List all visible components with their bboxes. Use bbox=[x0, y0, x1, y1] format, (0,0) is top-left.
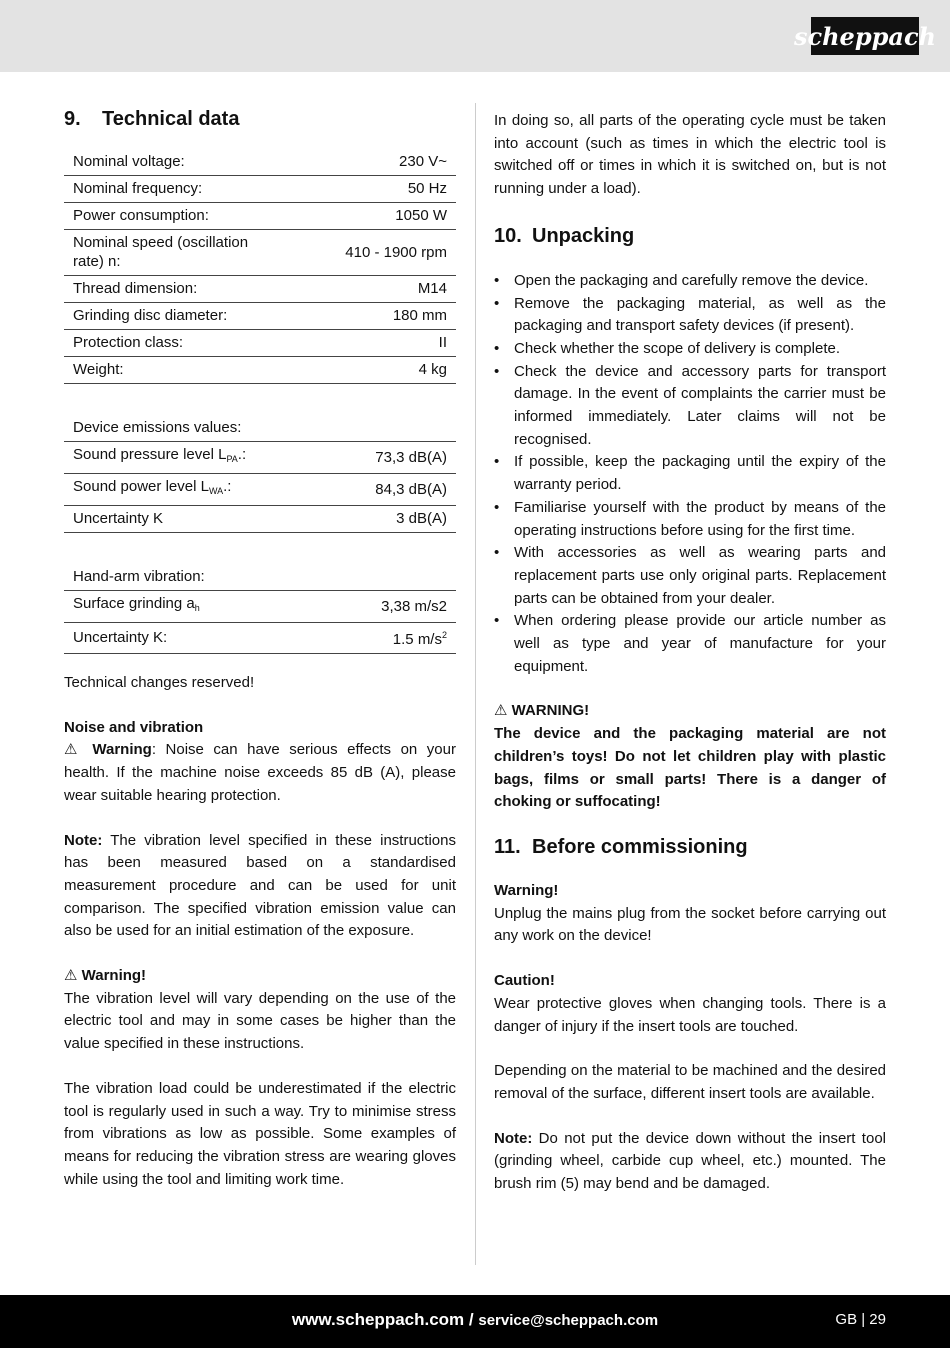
footer-bar bbox=[0, 1295, 950, 1348]
list-item: • With accessories as well as wearing parts and replacement parts use only original parts. Replacement parts can be obtained from your dealer. bbox=[494, 542, 886, 610]
vibration-title: Hand-arm vibration: bbox=[64, 564, 456, 591]
table-row bbox=[64, 415, 456, 442]
spec-label: Protection class: bbox=[64, 330, 292, 357]
children-warning: The device and the packaging material are not children’s toys! Do not let children play with plastic bags, films or small parts! There is a danger of choking or suffocating! bbox=[494, 725, 886, 811]
header-bar bbox=[0, 0, 950, 72]
spec-value: 410 - 1900 rpm bbox=[292, 230, 456, 276]
footer-links bbox=[0, 1310, 950, 1330]
section-9-heading bbox=[64, 106, 456, 132]
warning-icon: ⚠ bbox=[494, 702, 508, 720]
section-title: Before commissioning bbox=[532, 835, 748, 858]
unpacking-list bbox=[494, 270, 886, 679]
note-paragraph: Note: The vibration level specified in these instructions has been measured based on a standardised measurement procedure and can be used for unit comparison. The specified vibration emission value can also be used for an initial estimation of the exposure. bbox=[64, 831, 456, 940]
noise-heading: Noise and vibration bbox=[64, 718, 204, 736]
list-item: • If possible, keep the packaging until the expiry of the warranty period. bbox=[494, 451, 886, 496]
emission-value: 73,3 dB(A) bbox=[331, 442, 456, 474]
page-number: GB | 29 bbox=[835, 1311, 886, 1328]
spec-label: Weight: bbox=[64, 357, 292, 384]
spec-value: 1050 W bbox=[292, 203, 456, 230]
emission-label: Sound power level $L_{WA}$.: bbox=[64, 474, 331, 506]
table-row bbox=[64, 442, 456, 474]
emissions-table bbox=[64, 415, 456, 533]
table-row bbox=[64, 623, 456, 654]
emission-value: 84,3 dB(A) bbox=[331, 474, 456, 506]
vibration-load-paragraph: The vibration load could be underestimated if the electric tool is regularly used in such a way. Try to minimise stress from vibrations as low as possible. Some examples of means for reducing the vibration stress are wearing gloves while using the tool and limiting work time. bbox=[64, 1079, 456, 1188]
table-row bbox=[64, 591, 456, 623]
specs-table bbox=[64, 149, 456, 384]
emission-label: Uncertainty K bbox=[64, 506, 331, 533]
table-row bbox=[64, 357, 456, 384]
list-item: • Check whether the scope of delivery is complete. bbox=[494, 338, 886, 361]
table-row bbox=[64, 474, 456, 506]
vibration-value: 1.5 $m/s^2$ bbox=[312, 623, 456, 654]
table-row bbox=[64, 203, 456, 230]
unplug-warning: Unplug the mains plug from the socket before carrying out any work on the device! bbox=[494, 904, 886, 945]
vibration-value: 3,38 m/s2 bbox=[312, 591, 456, 623]
vibration-label: Surface grinding $a_h$ bbox=[64, 591, 312, 623]
spec-label: Nominal voltage: bbox=[64, 149, 292, 176]
vibration-label: Uncertainty K: bbox=[64, 623, 312, 654]
list-item: • Remove the packaging material, as well as the packaging and transport safety devices (if present). bbox=[494, 293, 886, 338]
spec-value: 180 mm bbox=[292, 303, 456, 330]
section-title: Technical data bbox=[102, 108, 240, 130]
table-row bbox=[64, 230, 456, 276]
section-title: Unpacking bbox=[532, 224, 635, 247]
table-row bbox=[64, 149, 456, 176]
website-link[interactable]: www.scheppach.com / bbox=[291, 1310, 474, 1329]
left-column bbox=[64, 100, 456, 1191]
table-row bbox=[64, 330, 456, 357]
spec-value: 4 kg bbox=[292, 357, 456, 384]
caution-heading: Caution! bbox=[494, 972, 555, 990]
spec-label: Nominal frequency: bbox=[64, 176, 292, 203]
tech-changes-note: Technical changes reserved! bbox=[64, 674, 255, 691]
note-paragraph: Note: Do not put the device down without the insert tool (grinding wheel, carbide cup wheel, etc.) mounted. The brush rim (5) may bend and be damaged. bbox=[494, 1129, 886, 1193]
table-row bbox=[64, 276, 456, 303]
section-number: 11. bbox=[494, 835, 521, 858]
email-link[interactable]: service@scheppach.com bbox=[478, 1312, 659, 1329]
section-number: 10. bbox=[494, 224, 522, 247]
spec-label: Power consumption: bbox=[64, 203, 292, 230]
spec-value: M14 bbox=[292, 276, 456, 303]
right-column bbox=[494, 110, 886, 1196]
warning-heading: Warning! bbox=[494, 881, 559, 899]
emissions-title: Device emissions values: bbox=[64, 415, 456, 442]
noise-warning: ⚠ Warning: Noise can have serious effects on your health. If the machine noise exceeds 85 dB (A), please wear suitable hearing protection. bbox=[64, 741, 456, 804]
warning-heading: ⚠ Warning! bbox=[64, 967, 147, 985]
insert-tools-paragraph: Depending on the material to be machined and the desired removal of the surface, different insert tools are available. bbox=[494, 1062, 886, 1102]
list-item: • Open the packaging and carefully remove the device. bbox=[494, 270, 886, 293]
table-row bbox=[64, 303, 456, 330]
warning-icon: ⚠ bbox=[64, 741, 83, 759]
intro-paragraph: In doing so, all parts of the operating cycle must be taken into account (such as times in which the electric tool is switched off or times in which it is switched on, but is not running under a load). bbox=[494, 112, 886, 198]
spec-label: Nominal speed (oscillation rate) n: bbox=[64, 230, 292, 276]
table-row bbox=[64, 564, 456, 591]
gloves-caution: Wear protective gloves when changing tools. There is a danger of injury if the insert tools are touched. bbox=[494, 994, 886, 1035]
section-10-heading bbox=[494, 223, 886, 249]
spec-value: II bbox=[292, 330, 456, 357]
spec-label: Grinding disc diameter: bbox=[64, 303, 292, 330]
warning-icon: ⚠ bbox=[64, 967, 78, 985]
scheppach-logo: scheppach bbox=[811, 17, 919, 55]
list-item: • Familiarise yourself with the product by means of the operating instructions before using for the first time. bbox=[494, 497, 886, 542]
table-row bbox=[64, 176, 456, 203]
emission-label: Sound pressure level $L_{PA}$.: bbox=[64, 442, 331, 474]
list-item: • When ordering please provide our article number as well as type and year of manufacture for your equipment. bbox=[494, 610, 886, 678]
list-item: • Check the device and accessory parts for transport damage. In the event of complaints the carrier must be informed immediately. Later claims will not be recognised. bbox=[494, 361, 886, 452]
section-11-heading bbox=[494, 834, 886, 860]
emission-value: 3 dB(A) bbox=[331, 506, 456, 533]
warning-heading: ⚠ WARNING! bbox=[494, 702, 590, 720]
column-divider bbox=[475, 103, 476, 1265]
spec-value: 230 V~ bbox=[292, 149, 456, 176]
vibration-table bbox=[64, 564, 456, 654]
spec-label: Thread dimension: bbox=[64, 276, 292, 303]
warning-paragraph: The vibration level will vary depending on the use of the electric tool and may in some cases be higher than the value specified in these instructions. bbox=[64, 989, 456, 1053]
spec-value: 50 Hz bbox=[292, 176, 456, 203]
table-row bbox=[64, 506, 456, 533]
section-number: 9. bbox=[64, 108, 81, 130]
